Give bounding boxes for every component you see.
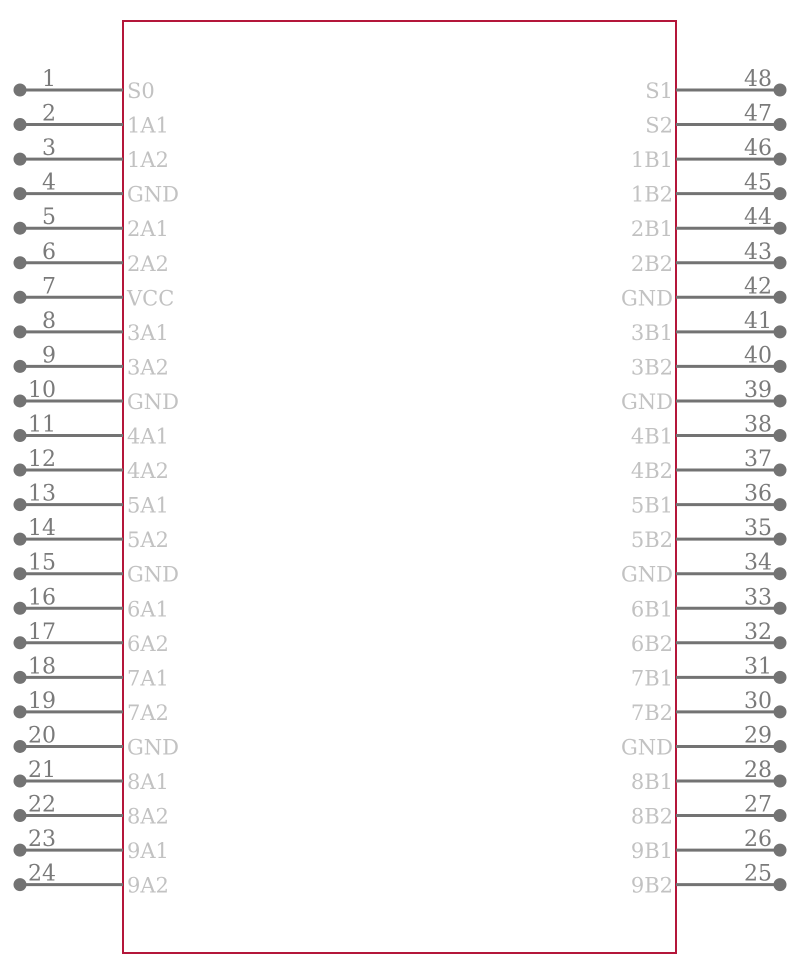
pin-name-label: 2A1 (127, 217, 169, 242)
pin-name-label: S0 (127, 79, 155, 103)
pin-26 (631, 827, 787, 863)
pin-number-label: 1 (42, 67, 56, 92)
pin-endpoint-dot (774, 533, 787, 546)
pin-4 (14, 171, 180, 207)
pin-number-label: 37 (744, 447, 772, 473)
pin-endpoint-dot (774, 153, 787, 166)
pin-name-label: 7B1 (630, 666, 673, 691)
pin-endpoint-dot (14, 498, 27, 511)
pin-endpoint-dot (14, 740, 27, 753)
pin-43 (631, 240, 787, 276)
pin-2 (14, 102, 169, 138)
pin-number-label: 8 (42, 308, 56, 334)
pin-47 (645, 102, 786, 138)
pin-name-label: S2 (645, 113, 673, 138)
pin-27 (631, 793, 787, 829)
pin-endpoint-dot (774, 118, 787, 131)
pin-name-label: GND (621, 286, 673, 311)
pin-name-label: 3B1 (630, 320, 673, 345)
pin-name-label: 2B1 (630, 217, 673, 242)
pin-endpoint-dot (14, 118, 27, 131)
pin-endpoint-dot (774, 498, 787, 511)
pin-number-label: 3 (42, 136, 56, 162)
pin-42 (621, 274, 787, 310)
pin-name-label: GND (127, 182, 179, 207)
pin-name-label: 6B2 (630, 631, 673, 656)
pin-endpoint-dot (774, 602, 787, 615)
pin-number-label: 11 (28, 412, 56, 438)
pin-number-label: 42 (744, 274, 772, 300)
pin-35 (631, 516, 787, 552)
pin-7 (14, 274, 175, 310)
pin-23 (14, 827, 169, 863)
pin-number-label: 41 (744, 308, 772, 334)
pin-21 (14, 758, 169, 794)
pin-endpoint-dot (774, 671, 787, 684)
pin-31 (631, 654, 787, 690)
pin-endpoint-dot (14, 325, 27, 338)
pin-number-label: 35 (744, 516, 772, 542)
pin-number-label: 28 (744, 758, 772, 783)
pin-name-label: 6A2 (127, 631, 169, 656)
pin-name-label: 8A2 (127, 804, 169, 829)
pin-name-label: 8B1 (630, 770, 673, 794)
pin-endpoint-dot (774, 325, 787, 338)
pin-name-label: GND (621, 389, 673, 414)
pin-number-label: 15 (28, 550, 56, 576)
pin-name-label: 1A2 (127, 148, 169, 173)
pin-endpoint-dot (774, 705, 787, 718)
pin-40 (631, 343, 787, 379)
pin-endpoint-dot (14, 291, 27, 304)
pin-10 (14, 378, 180, 414)
pin-19 (14, 689, 169, 725)
pin-name-label: 8B2 (630, 804, 673, 829)
pin-number-label: 39 (744, 377, 772, 403)
pin-30 (631, 689, 787, 725)
pin-16 (14, 585, 169, 621)
pin-endpoint-dot (774, 84, 787, 97)
pin-name-label: 3A2 (127, 355, 169, 380)
pin-endpoint-dot (774, 360, 787, 373)
pin-endpoint-dot (14, 567, 27, 580)
pin-number-label: 20 (28, 723, 56, 749)
pin-38 (631, 413, 787, 449)
pin-20 (14, 723, 180, 759)
pin-name-label: 9A2 (127, 873, 169, 898)
pin-34 (621, 551, 787, 587)
pin-number-label: 12 (28, 447, 56, 473)
pin-39 (621, 378, 787, 414)
pin-name-label: 9B2 (630, 873, 673, 898)
pin-number-label: 16 (28, 585, 56, 611)
pin-name-label: 2A2 (127, 251, 169, 276)
pin-number-label: 21 (28, 758, 56, 783)
pin-number-label: 30 (744, 688, 772, 714)
pin-number-label: 33 (744, 585, 772, 611)
pin-name-label: 3A1 (127, 320, 169, 345)
pin-name-label: 5A2 (127, 528, 169, 553)
pin-5 (14, 205, 169, 241)
pin-number-label: 2 (42, 101, 56, 127)
pin-endpoint-dot (774, 187, 787, 200)
pin-name-label: GND (127, 562, 179, 587)
pin-endpoint-dot (14, 222, 27, 235)
pin-8 (14, 309, 169, 345)
pin-number-label: 44 (744, 205, 772, 231)
pin-name-label: 3B2 (630, 355, 673, 380)
pin-number-label: 34 (744, 550, 772, 576)
pin-14 (14, 516, 169, 552)
pin-number-label: 10 (28, 377, 56, 403)
pin-endpoint-dot (14, 533, 27, 546)
pin-41 (631, 309, 787, 345)
pin-endpoint-dot (14, 878, 27, 891)
pin-endpoint-dot (14, 153, 27, 166)
pin-name-label: GND (127, 389, 179, 414)
pin-name-label: 4A1 (127, 424, 169, 449)
pin-22 (14, 793, 169, 829)
pin-33 (631, 585, 787, 621)
pin-endpoint-dot (14, 256, 27, 269)
pin-name-label: 1B2 (630, 182, 673, 207)
pin-name-label: GND (621, 735, 673, 760)
pin-32 (631, 620, 787, 656)
pin-45 (631, 171, 787, 207)
pin-endpoint-dot (774, 775, 787, 788)
pin-name-label: 6A1 (127, 597, 169, 622)
pin-number-label: 48 (744, 67, 772, 92)
pin-endpoint-dot (14, 187, 27, 200)
pin-number-label: 29 (744, 723, 772, 749)
pin-number-label: 18 (28, 654, 56, 680)
pin-number-label: 13 (28, 481, 56, 507)
pin-number-label: 19 (28, 688, 56, 714)
pin-18 (14, 654, 169, 690)
pin-endpoint-dot (774, 809, 787, 822)
pin-number-label: 24 (28, 861, 56, 887)
pin-endpoint-dot (14, 809, 27, 822)
pin-number-label: 6 (42, 239, 56, 265)
pin-name-label: 8A1 (127, 770, 169, 794)
pin-endpoint-dot (774, 567, 787, 580)
pin-number-label: 25 (744, 861, 772, 887)
pin-6 (14, 240, 169, 276)
pin-9 (14, 343, 169, 379)
pin-number-label: 38 (744, 412, 772, 438)
pin-name-label: 9B1 (630, 839, 673, 864)
pin-number-label: 9 (42, 343, 56, 369)
pin-endpoint-dot (14, 429, 27, 442)
pin-endpoint-dot (14, 636, 27, 649)
pin-name-label: 1A1 (127, 113, 169, 138)
pin-48 (645, 67, 786, 103)
pin-1 (14, 67, 155, 103)
pin-endpoint-dot (774, 394, 787, 407)
pin-endpoint-dot (774, 291, 787, 304)
pin-46 (631, 136, 787, 172)
pin-name-label: 2B2 (630, 251, 673, 276)
pin-name-label: 6B1 (630, 597, 673, 622)
pin-number-label: 26 (744, 827, 772, 853)
left-pin-group (14, 67, 180, 898)
pin-endpoint-dot (14, 705, 27, 718)
pin-name-label: 7B2 (630, 700, 673, 725)
pin-endpoint-dot (14, 844, 27, 857)
pin-number-label: 47 (744, 101, 772, 127)
pin-name-label: GND (621, 562, 673, 587)
pin-name-label: 7A2 (127, 700, 169, 725)
pin-number-label: 17 (28, 619, 56, 645)
pin-number-label: 4 (42, 170, 56, 196)
pin-name-label: 5A1 (127, 493, 169, 518)
pin-37 (631, 447, 787, 483)
pin-17 (14, 620, 169, 656)
pin-endpoint-dot (14, 602, 27, 615)
pin-number-label: 36 (744, 481, 772, 507)
pin-29 (621, 723, 787, 759)
pin-15 (14, 551, 180, 587)
pin-number-label: 46 (744, 136, 772, 162)
pin-endpoint-dot (774, 878, 787, 891)
pin-name-label: 4B1 (630, 424, 673, 449)
pin-number-label: 23 (28, 827, 56, 853)
pin-number-label: 27 (744, 792, 772, 818)
ic-body-outline (123, 21, 676, 953)
pin-endpoint-dot (14, 360, 27, 373)
pin-endpoint-dot (774, 844, 787, 857)
pin-endpoint-dot (774, 429, 787, 442)
pin-endpoint-dot (774, 740, 787, 753)
pin-13 (14, 482, 169, 518)
pin-name-label: GND (127, 735, 179, 760)
pin-24 (14, 862, 169, 898)
pin-44 (631, 205, 787, 241)
pin-name-label: 4B2 (630, 459, 673, 484)
pin-12 (14, 447, 169, 483)
pin-endpoint-dot (14, 394, 27, 407)
pin-name-label: VCC (127, 286, 175, 311)
pin-name-label: 5B2 (630, 528, 673, 553)
pin-endpoint-dot (774, 464, 787, 477)
pin-number-label: 22 (28, 792, 56, 818)
pin-number-label: 14 (28, 516, 56, 542)
pin-name-label: 9A1 (127, 839, 169, 864)
pin-name-label: 5B1 (630, 493, 673, 518)
pin-number-label: 31 (744, 654, 772, 680)
pin-28 (631, 758, 787, 794)
pin-number-label: 7 (42, 274, 56, 300)
pin-number-label: 43 (744, 239, 772, 265)
pin-number-label: 32 (744, 619, 772, 645)
pin-endpoint-dot (774, 222, 787, 235)
pin-number-label: 40 (744, 343, 772, 369)
pin-endpoint-dot (14, 464, 27, 477)
pin-endpoint-dot (774, 256, 787, 269)
pin-endpoint-dot (14, 671, 27, 684)
pin-number-label: 45 (744, 170, 772, 196)
pin-endpoint-dot (774, 636, 787, 649)
pin-number-label: 5 (42, 205, 56, 231)
pin-endpoint-dot (14, 84, 27, 97)
pin-36 (631, 482, 787, 518)
pin-name-label: 7A1 (127, 666, 169, 691)
pin-name-label: 4A2 (127, 459, 169, 484)
pin-3 (14, 136, 169, 172)
pin-name-label: 1B1 (630, 148, 673, 173)
pin-11 (14, 413, 169, 449)
right-pin-group (621, 67, 787, 898)
pin-name-label: S1 (645, 79, 673, 103)
pin-25 (631, 862, 787, 898)
pin-endpoint-dot (14, 775, 27, 788)
